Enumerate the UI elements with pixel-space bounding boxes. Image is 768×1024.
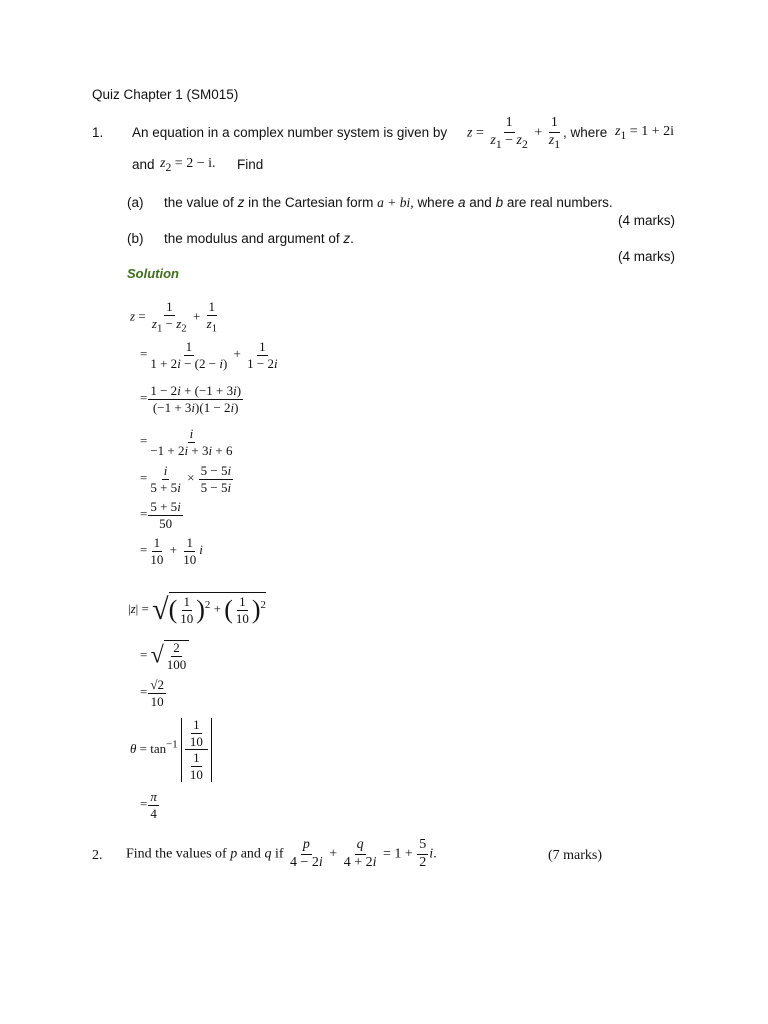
- q2-marks: (7 marks): [548, 848, 603, 863]
- z2-value: 2 − i.: [186, 156, 216, 171]
- solution-label: Solution: [127, 266, 179, 281]
- solution-step-4: = $\frac{i}{-1 + 2i + 3i + 6}$: [140, 426, 233, 458]
- part-a-text: the value of z in the Cartesian form a + bi, where a and b are real numbers.: [164, 195, 613, 210]
- q1-z2-def: $z_2 = 2 - i$.: [160, 156, 216, 174]
- q2-statement: Find the values of p and q if $\frac{p}{4 - 2i}$ + $\frac{q}{4 + 2i}$ = 1 + $\frac{5}{2}$ i.: [126, 837, 437, 870]
- part-b-label: (b): [127, 231, 144, 246]
- page-title: Quiz Chapter 1 (SM015): [92, 87, 239, 102]
- part-b-marks: (4 marks): [618, 249, 675, 264]
- solution-step-6: = $\frac{5 + 5i}{50}$: [140, 499, 181, 531]
- argument-step-1: $\theta = \tan^{-1}$ $\frac{\frac{1}{10}}{\frac{1}{10}}$: [130, 718, 212, 782]
- z1-value: 1 + 2i: [641, 124, 674, 139]
- modulus-step-3: = $\frac{√2}{10}$: [140, 677, 164, 709]
- solution-step-7: = $\frac{1}{10}$ + $\frac{1}{10}$ i: [140, 535, 203, 567]
- solution-step-2: = $\frac{1}{1 + 2i - (2 - i)}$ + $\frac{1}{1 - 2i}$: [140, 339, 278, 371]
- q1-equation: z = $\frac{1}{z_1 - z_2}$ + $\frac{1}{z_1}$: [467, 115, 561, 151]
- q2-number: 2.: [92, 848, 103, 863]
- q1-z1-def: $z_1 = 1 + 2i$: [615, 124, 674, 142]
- solution-step-3: = $\frac{1 - 2i + (-1 + 3i)}{(-1 + 3i)(1 - 2i)}$: [140, 383, 242, 415]
- q1-where: , where: [563, 125, 608, 140]
- q1-find: Find: [237, 157, 264, 172]
- q1-and: and: [132, 157, 155, 172]
- part-a-label: (a): [127, 195, 144, 210]
- solution-step-1: z = $\frac{1}{z_1 - z_2}$ + $\frac{1}{z_1}$: [130, 299, 218, 335]
- argument-step-2: = $\frac{\pi}{4}$: [140, 789, 157, 821]
- q1-statement: An equation in a complex number system is given by: [132, 125, 448, 140]
- modulus-step-1: |z| = √( $\frac{1}{10}$ )$^2$ + ( $\frac{1}{10}$ )$^2$: [128, 593, 266, 627]
- part-b-text: the modulus and argument of z.: [164, 231, 354, 246]
- part-a-marks: (4 marks): [618, 213, 675, 228]
- q1-number: 1.: [92, 125, 104, 140]
- solution-step-5: = $\frac{i}{5 + 5i}$ × $\frac{5 - 5i}{5 - 5i}$: [140, 463, 232, 495]
- modulus-step-2: = √ $\frac{2}{100}$: [140, 640, 189, 671]
